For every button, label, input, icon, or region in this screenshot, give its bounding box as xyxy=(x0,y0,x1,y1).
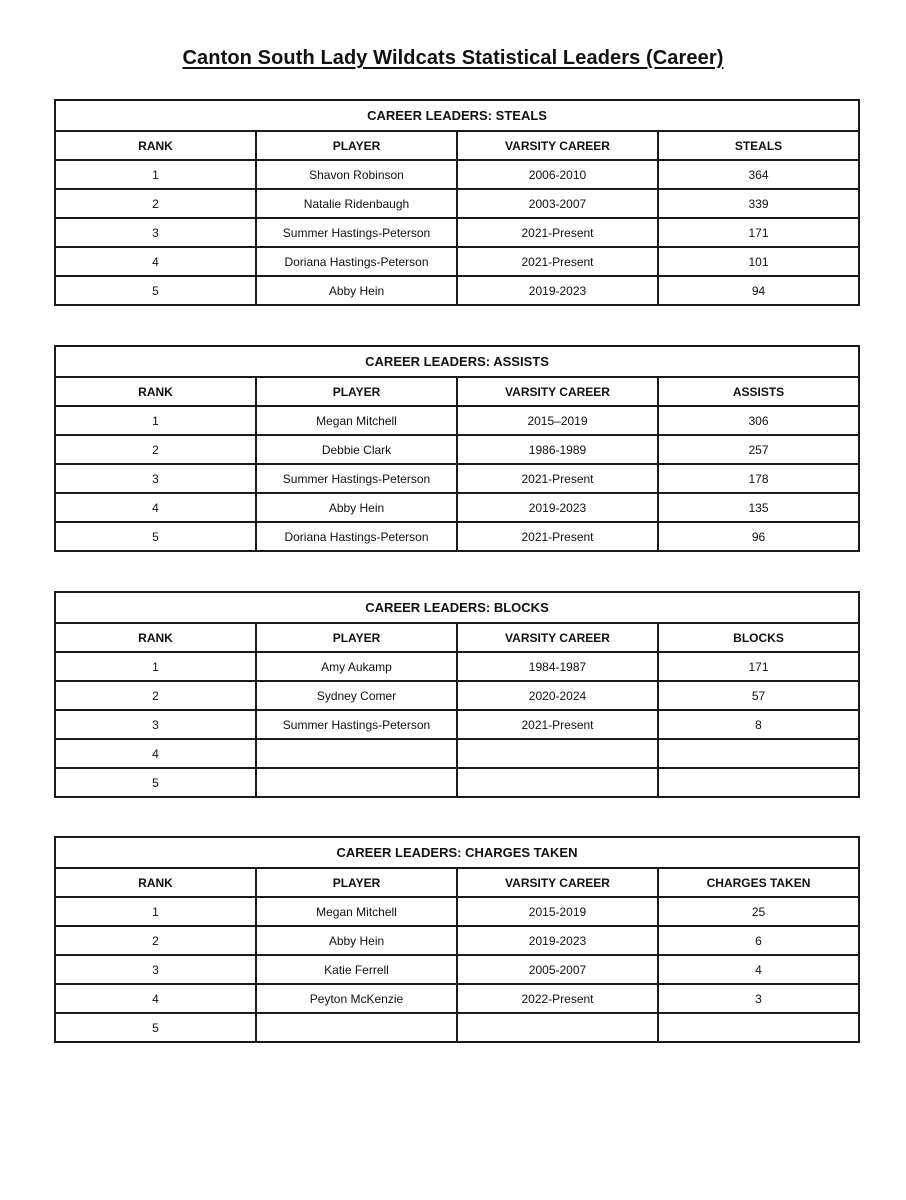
stat-cell: 57 xyxy=(658,681,859,710)
stat-cell: 96 xyxy=(658,522,859,551)
rank-cell: 3 xyxy=(55,464,256,493)
table-row xyxy=(55,955,859,984)
rank-cell: 4 xyxy=(55,984,256,1013)
player-cell: Summer Hastings-Peterson xyxy=(256,710,457,739)
career-cell: 2022-Present xyxy=(457,984,658,1013)
column-header-player: PLAYER xyxy=(256,377,457,406)
stat-cell: 135 xyxy=(658,493,859,522)
column-header-player: PLAYER xyxy=(256,623,457,652)
career-cell: 2021-Present xyxy=(457,710,658,739)
player-cell: Megan Mitchell xyxy=(256,897,457,926)
career-cell xyxy=(457,768,658,797)
stat-cell xyxy=(658,768,859,797)
table-row xyxy=(55,160,859,189)
column-header-stat: ASSISTS xyxy=(658,377,859,406)
column-header-varsity-career: VARSITY CAREER xyxy=(457,131,658,160)
player-cell: Debbie Clark xyxy=(256,435,457,464)
player-cell: Summer Hastings-Peterson xyxy=(256,218,457,247)
rank-cell: 2 xyxy=(55,189,256,218)
steals-table xyxy=(54,99,860,306)
header-row xyxy=(55,868,859,897)
player-cell: Summer Hastings-Peterson xyxy=(256,464,457,493)
stat-cell xyxy=(658,1013,859,1042)
column-header-varsity-career: VARSITY CAREER xyxy=(457,868,658,897)
table-row xyxy=(55,897,859,926)
player-cell: Katie Ferrell xyxy=(256,955,457,984)
table-row xyxy=(55,435,859,464)
stat-cell: 171 xyxy=(658,652,859,681)
table-row xyxy=(55,926,859,955)
table-row xyxy=(55,493,859,522)
rank-cell: 4 xyxy=(55,739,256,768)
table-row xyxy=(55,1013,859,1042)
rank-cell: 4 xyxy=(55,247,256,276)
stat-cell: 171 xyxy=(658,218,859,247)
career-cell: 2019-2023 xyxy=(457,926,658,955)
player-cell: Natalie Ridenbaugh xyxy=(256,189,457,218)
column-header-rank: RANK xyxy=(55,868,256,897)
table-row xyxy=(55,218,859,247)
column-header-stat: CHARGES TAKEN xyxy=(658,868,859,897)
player-cell: Doriana Hastings-Peterson xyxy=(256,247,457,276)
column-header-rank: RANK xyxy=(55,131,256,160)
rank-cell: 1 xyxy=(55,652,256,681)
player-cell: Abby Hein xyxy=(256,926,457,955)
stat-cell: 178 xyxy=(658,464,859,493)
career-cell: 2015-2019 xyxy=(457,897,658,926)
career-cell: 2006-2010 xyxy=(457,160,658,189)
career-cell: 2021-Present xyxy=(457,247,658,276)
stat-cell: 8 xyxy=(658,710,859,739)
page-title: Canton South Lady Wildcats Statistical Leaders (Career) xyxy=(182,47,724,69)
blocks-table xyxy=(54,591,860,798)
column-header-rank: RANK xyxy=(55,623,256,652)
career-cell: 2020-2024 xyxy=(457,681,658,710)
table-heading: CAREER LEADERS: STEALS xyxy=(55,100,859,131)
table-heading: CAREER LEADERS: ASSISTS xyxy=(55,346,859,377)
rank-cell: 3 xyxy=(55,710,256,739)
table-row xyxy=(55,189,859,218)
player-cell: Abby Hein xyxy=(256,493,457,522)
stat-cell: 6 xyxy=(658,926,859,955)
table-row xyxy=(55,276,859,305)
rank-cell: 3 xyxy=(55,955,256,984)
rank-cell: 2 xyxy=(55,435,256,464)
assists-table xyxy=(54,345,860,552)
player-cell xyxy=(256,739,457,768)
career-cell: 1984-1987 xyxy=(457,652,658,681)
career-cell: 2019-2023 xyxy=(457,493,658,522)
table-row xyxy=(55,984,859,1013)
stat-cell: 364 xyxy=(658,160,859,189)
rank-cell: 1 xyxy=(55,406,256,435)
table-heading: CAREER LEADERS: BLOCKS xyxy=(55,592,859,623)
rank-cell: 2 xyxy=(55,926,256,955)
career-cell: 2003-2007 xyxy=(457,189,658,218)
rank-cell: 3 xyxy=(55,218,256,247)
stat-cell: 257 xyxy=(658,435,859,464)
stat-cell xyxy=(658,739,859,768)
table-row xyxy=(55,768,859,797)
stat-cell: 306 xyxy=(658,406,859,435)
rank-cell: 5 xyxy=(55,522,256,551)
career-cell: 1986-1989 xyxy=(457,435,658,464)
header-row xyxy=(55,131,859,160)
rank-cell: 5 xyxy=(55,768,256,797)
table-row xyxy=(55,652,859,681)
charges-taken-table xyxy=(54,836,860,1043)
player-cell: Shavon Robinson xyxy=(256,160,457,189)
table-row xyxy=(55,739,859,768)
header-row xyxy=(55,377,859,406)
rank-cell: 5 xyxy=(55,276,256,305)
table-row xyxy=(55,710,859,739)
rank-cell: 2 xyxy=(55,681,256,710)
career-cell: 2021-Present xyxy=(457,522,658,551)
stat-cell: 4 xyxy=(658,955,859,984)
player-cell: Megan Mitchell xyxy=(256,406,457,435)
column-header-player: PLAYER xyxy=(256,131,457,160)
column-header-varsity-career: VARSITY CAREER xyxy=(457,377,658,406)
table-row xyxy=(55,406,859,435)
rank-cell: 4 xyxy=(55,493,256,522)
career-cell: 2019-2023 xyxy=(457,276,658,305)
table-heading: CAREER LEADERS: CHARGES TAKEN xyxy=(55,837,859,868)
player-cell: Peyton McKenzie xyxy=(256,984,457,1013)
player-cell xyxy=(256,1013,457,1042)
rank-cell: 1 xyxy=(55,897,256,926)
career-cell: 2005-2007 xyxy=(457,955,658,984)
stat-cell: 339 xyxy=(658,189,859,218)
stat-cell: 101 xyxy=(658,247,859,276)
table-row xyxy=(55,681,859,710)
stat-cell: 3 xyxy=(658,984,859,1013)
table-row xyxy=(55,464,859,493)
column-header-player: PLAYER xyxy=(256,868,457,897)
player-cell: Amy Aukamp xyxy=(256,652,457,681)
player-cell xyxy=(256,768,457,797)
column-header-stat: STEALS xyxy=(658,131,859,160)
header-row xyxy=(55,623,859,652)
rank-cell: 5 xyxy=(55,1013,256,1042)
player-cell: Abby Hein xyxy=(256,276,457,305)
table-row xyxy=(55,247,859,276)
column-header-stat: BLOCKS xyxy=(658,623,859,652)
player-cell: Sydney Comer xyxy=(256,681,457,710)
player-cell: Doriana Hastings-Peterson xyxy=(256,522,457,551)
stat-cell: 25 xyxy=(658,897,859,926)
career-cell: 2015–2019 xyxy=(457,406,658,435)
column-header-rank: RANK xyxy=(55,377,256,406)
stat-cell: 94 xyxy=(658,276,859,305)
career-cell: 2021-Present xyxy=(457,464,658,493)
rank-cell: 1 xyxy=(55,160,256,189)
career-cell xyxy=(457,739,658,768)
column-header-varsity-career: VARSITY CAREER xyxy=(457,623,658,652)
career-cell xyxy=(457,1013,658,1042)
table-row xyxy=(55,522,859,551)
career-cell: 2021-Present xyxy=(457,218,658,247)
